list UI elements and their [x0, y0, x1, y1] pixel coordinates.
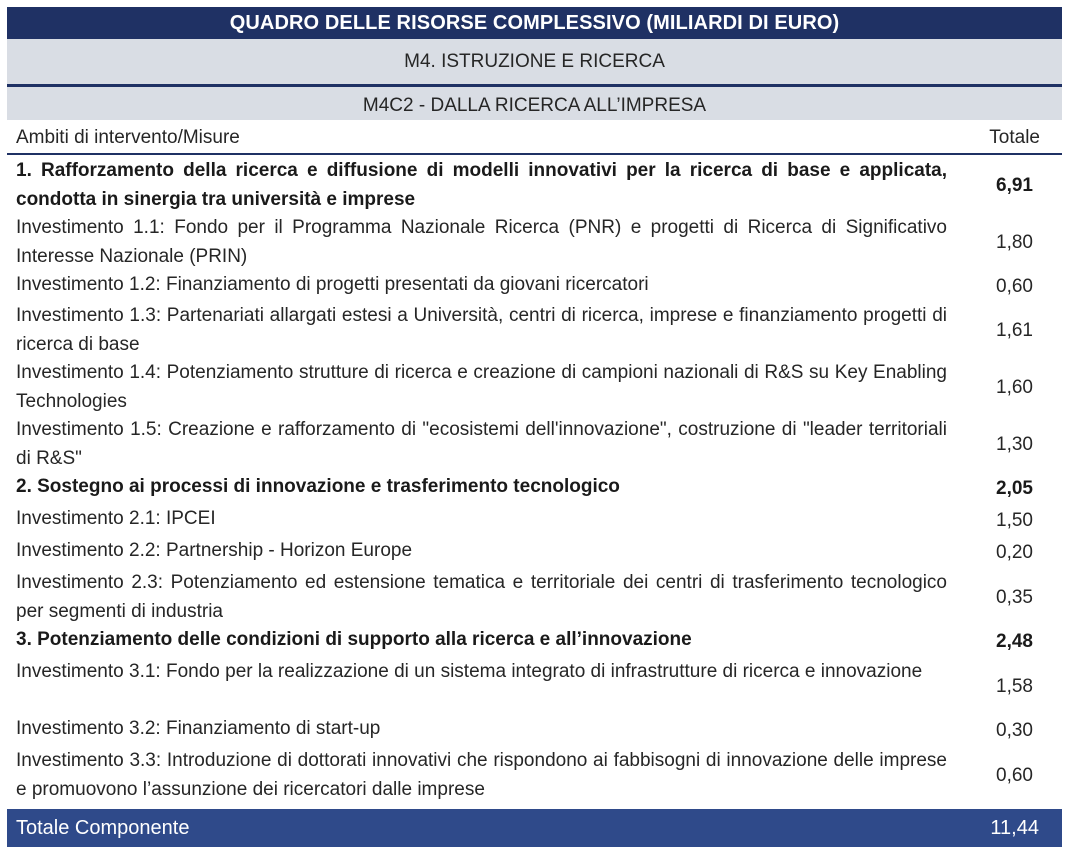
row-value: 0,35 [996, 586, 1033, 608]
table-row [7, 359, 1062, 416]
column-header-measures: Ambiti di intervento/Misure [16, 127, 240, 148]
row-label: Investimento 2.1: IPCEI [16, 508, 216, 529]
table-row [7, 626, 1062, 658]
table-row [7, 157, 1062, 214]
resources-table [7, 7, 1062, 804]
total-row [7, 809, 1062, 847]
row-value: 0,30 [996, 720, 1033, 741]
total-value: 11,44 [990, 816, 1039, 839]
mission-header: M4. ISTRUZIONE E RICERCA [7, 39, 1062, 84]
row-label: Investimento 3.2: Finanziamento di start-up [16, 718, 381, 739]
column-header-row [7, 120, 1062, 155]
total-label: Totale Componente [16, 816, 190, 839]
table-row [7, 747, 1062, 804]
row-label: 2. Sostegno ai processi di innovazione e trasferimento tecnologico [16, 476, 620, 497]
row-value: 6,91 [996, 174, 1033, 196]
row-value: 1,60 [996, 376, 1033, 398]
row-value: 0,20 [996, 542, 1033, 563]
table-row [7, 271, 1062, 302]
table-row [7, 715, 1062, 747]
component-header: M4C2 - DALLA RICERCA ALL’IMPRESA [7, 87, 1062, 120]
row-label: Investimento 2.2: Partnership - Horizon Europe [16, 540, 413, 561]
row-value: 2,05 [996, 478, 1033, 499]
table-row [7, 416, 1062, 473]
row-value: 1,80 [996, 231, 1033, 253]
table-title: QUADRO DELLE RISORSE COMPLESSIVO (MILIARDI DI EURO) [7, 7, 1062, 39]
row-label: Investimento 1.3: Partenariati allargati estesi a Università, centri di ricerca, imprese e finanziamento progetti di ricerca di base [16, 305, 947, 355]
table-row [7, 505, 1062, 537]
row-value: 1,61 [996, 319, 1033, 341]
row-label: 1. Rafforzamento della ricerca e diffusione di modelli innovativi per la ricerca di base e applicata, condotta in sinergia tra università e imprese [16, 160, 947, 210]
table-body [7, 155, 1062, 804]
table-row [7, 658, 1062, 715]
row-label: Investimento 1.4: Potenziamento strutture di ricerca e creazione di campioni nazionali di R&S su Key Enabling Technologies [16, 362, 947, 412]
table-row [7, 537, 1062, 569]
row-value: 1,50 [996, 510, 1033, 531]
table-row [7, 569, 1062, 626]
row-label: Investimento 1.1: Fondo per il Programma Nazionale Ricerca (PNR) e progetti di Ricerca di Significativo Interesse Nazionale (PRIN) [16, 217, 947, 267]
row-label: Investimento 3.1: Fondo per la realizzazione di un sistema integrato di infrastrutture di ricerca e innovazione [16, 661, 923, 682]
row-label: Investimento 2.3: Potenziamento ed estensione tematica e territoriale dei centri di trasferimento tecnologico per segmenti di industria [16, 572, 947, 622]
row-value: 0,60 [996, 275, 1033, 297]
column-header-total: Totale [989, 127, 1040, 148]
row-value: 0,60 [996, 764, 1033, 786]
row-label: Investimento 1.5: Creazione e rafforzamento di "ecosistemi dell'innovazione", costruzione di "leader territoriali di R&S" [16, 419, 947, 469]
table-row [7, 302, 1062, 359]
table-row [7, 473, 1062, 505]
row-label: Investimento 3.3: Introduzione di dottorati innovativi che rispondono ai fabbisogni di innovazione delle imprese e promuovono l’assunzione dei ricercatori dalle imprese [16, 750, 947, 800]
row-value: 2,48 [996, 631, 1033, 652]
row-label: 3. Potenziamento delle condizioni di supporto alla ricerca e all’innovazione [16, 629, 692, 650]
row-value: 1,58 [996, 675, 1033, 697]
table-row [7, 214, 1062, 271]
row-label: Investimento 1.2: Finanziamento di progetti presentati da giovani ricercatori [16, 274, 649, 295]
row-value: 1,30 [996, 433, 1033, 455]
